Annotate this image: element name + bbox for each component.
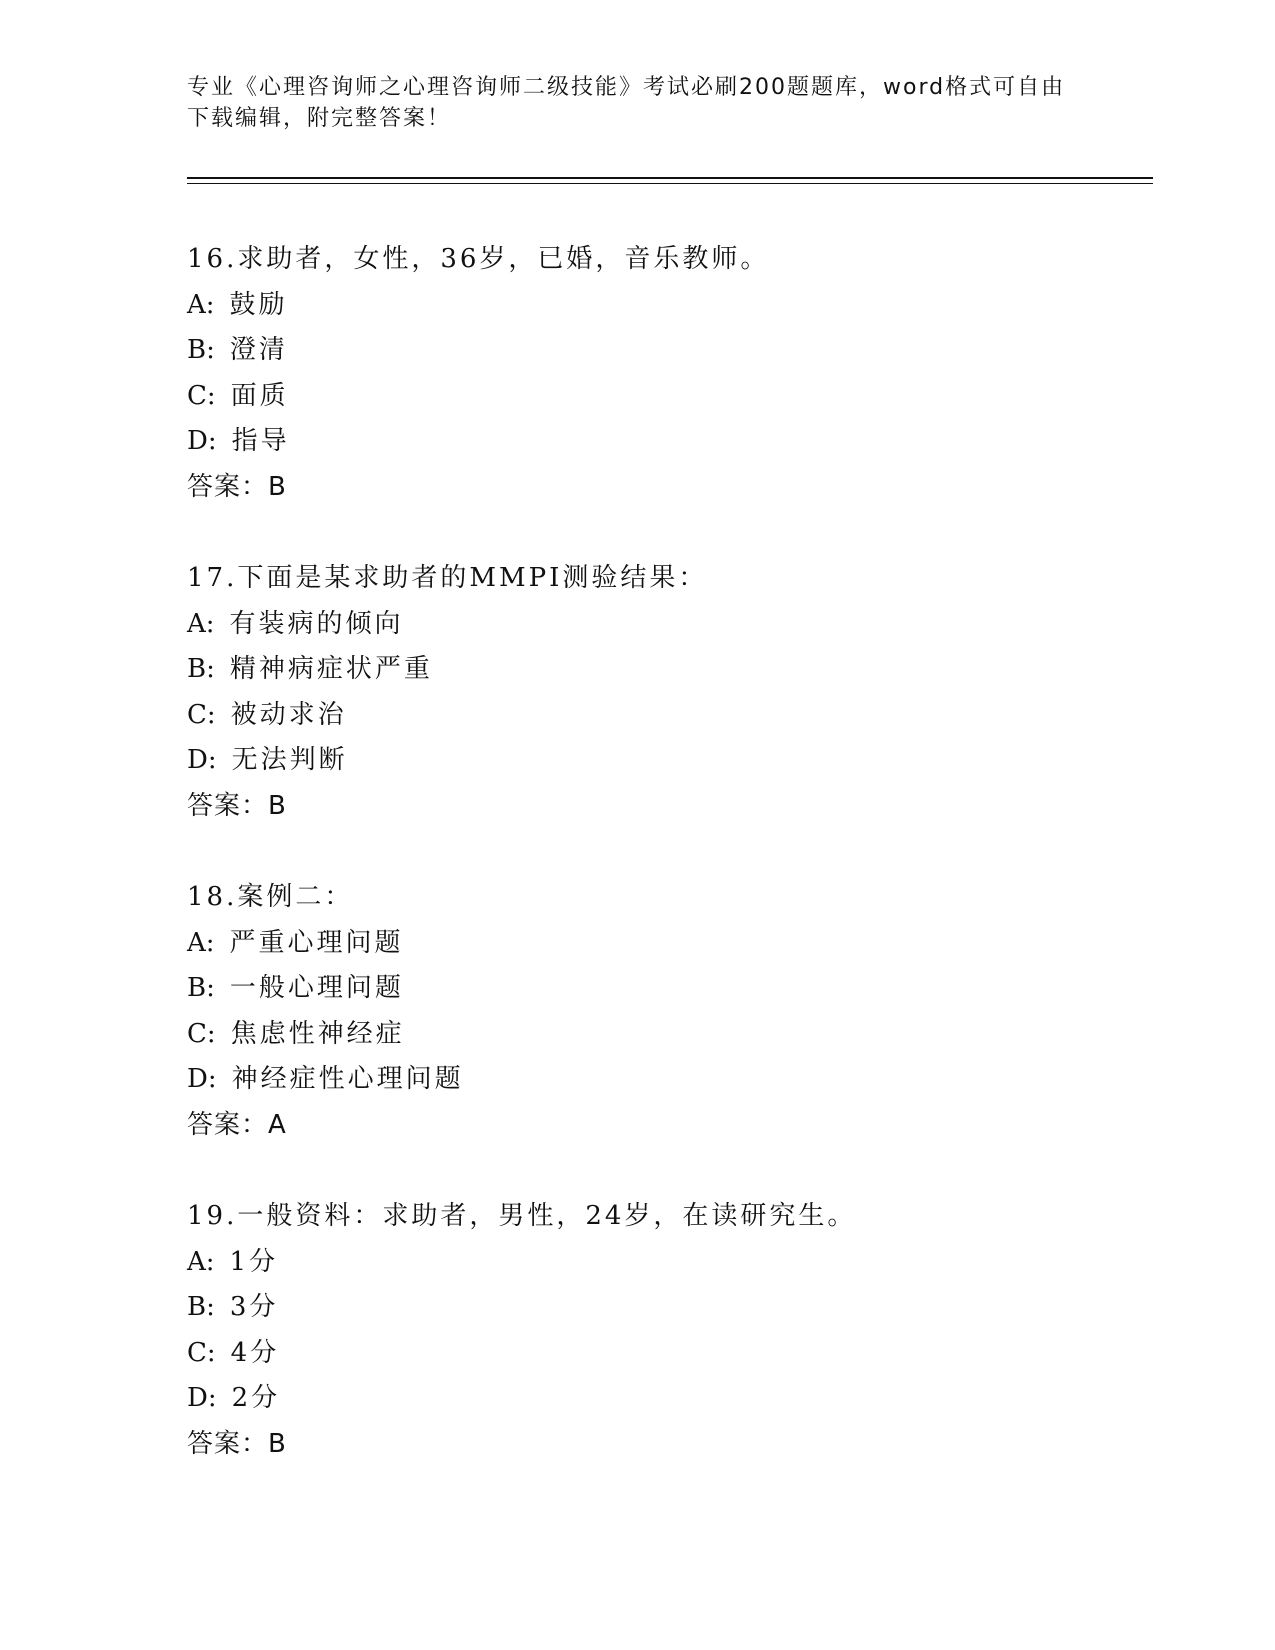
document-header: 专业《心理咨询师之心理咨询师二级技能》考试必刷200题题库，word格式可自由下载编辑，附完整答案！ [187,75,1066,131]
option-d: D: 2分 [187,1383,281,1413]
option-a: A: 严重心理问题 [187,927,404,958]
option-text: 面质 [230,380,289,411]
option-letter: D [187,1064,208,1094]
option-c: C: 焦虑性神经症 [187,1018,405,1049]
answer-line: 答案：B [187,790,287,821]
option-text: 3分 [229,1292,279,1322]
option-letter: D [187,745,208,775]
question-17 [187,556,1087,829]
option-letter: B [187,1292,207,1322]
option-letter: D [187,426,208,456]
question-stem: 16.求助者，女性，36岁，已婚，音乐教师。 [187,244,770,274]
option-a: A: 有装病的倾向 [187,608,404,639]
answer-line: 答案：A [187,1109,287,1140]
option-letter: A [187,927,206,958]
option-c: C: 被动求治 [187,699,347,730]
option-d: D: 指导 [187,426,290,456]
option-text: 2分 [231,1383,281,1413]
option-letter: B [187,973,207,1003]
option-letter: A [187,608,206,639]
option-a: A: 1分 [187,1246,279,1277]
option-text: 神经症性心理问题 [231,1064,464,1094]
question-18 [187,875,1087,1148]
option-text: 严重心理问题 [229,927,404,958]
option-letter: C [187,1018,207,1049]
option-b: B: 澄清 [187,335,288,365]
option-letter: A [187,289,206,320]
question-stem: 19.一般资料：求助者，男性，24岁，在读研究生。 [187,1201,857,1231]
option-letter: C [187,1337,207,1368]
question-stem: 18.案例二： [187,882,354,912]
option-text: 有装病的倾向 [229,608,404,639]
answer-line: 答案：B [187,1428,287,1459]
option-text: 1分 [229,1246,279,1277]
option-text: 无法判断 [231,745,348,775]
option-text: 焦虑性神经症 [230,1018,405,1049]
option-b: B: 3分 [187,1292,279,1322]
question-stem: 17.下面是某求助者的MMPI测验结果： [187,563,708,593]
question-16 [187,237,1087,510]
question-19 [187,1194,1087,1467]
option-text: 澄清 [229,335,288,365]
option-text: 被动求治 [230,699,347,730]
option-text: 指导 [231,426,290,456]
option-text: 鼓励 [229,289,288,320]
option-letter: C [187,380,207,411]
option-letter: B [187,335,207,365]
option-text: 4分 [230,1337,280,1368]
option-a: A: 鼓励 [187,289,288,320]
option-letter: A [187,1246,206,1277]
option-d: D: 神经症性心理问题 [187,1064,464,1094]
option-d: D: 无法判断 [187,745,348,775]
option-text: 一般心理问题 [229,973,404,1003]
option-b: B: 精神病症状严重 [187,654,433,684]
option-c: C: 4分 [187,1337,280,1368]
option-c: C: 面质 [187,380,289,411]
header-divider-thin [187,183,1153,184]
option-letter: D [187,1383,208,1413]
option-letter: C [187,699,207,730]
option-letter: B [187,654,207,684]
option-b: B: 一般心理问题 [187,973,404,1003]
header-divider-thick [187,177,1153,179]
answer-line: 答案：B [187,471,287,502]
option-text: 精神病症状严重 [229,654,433,684]
